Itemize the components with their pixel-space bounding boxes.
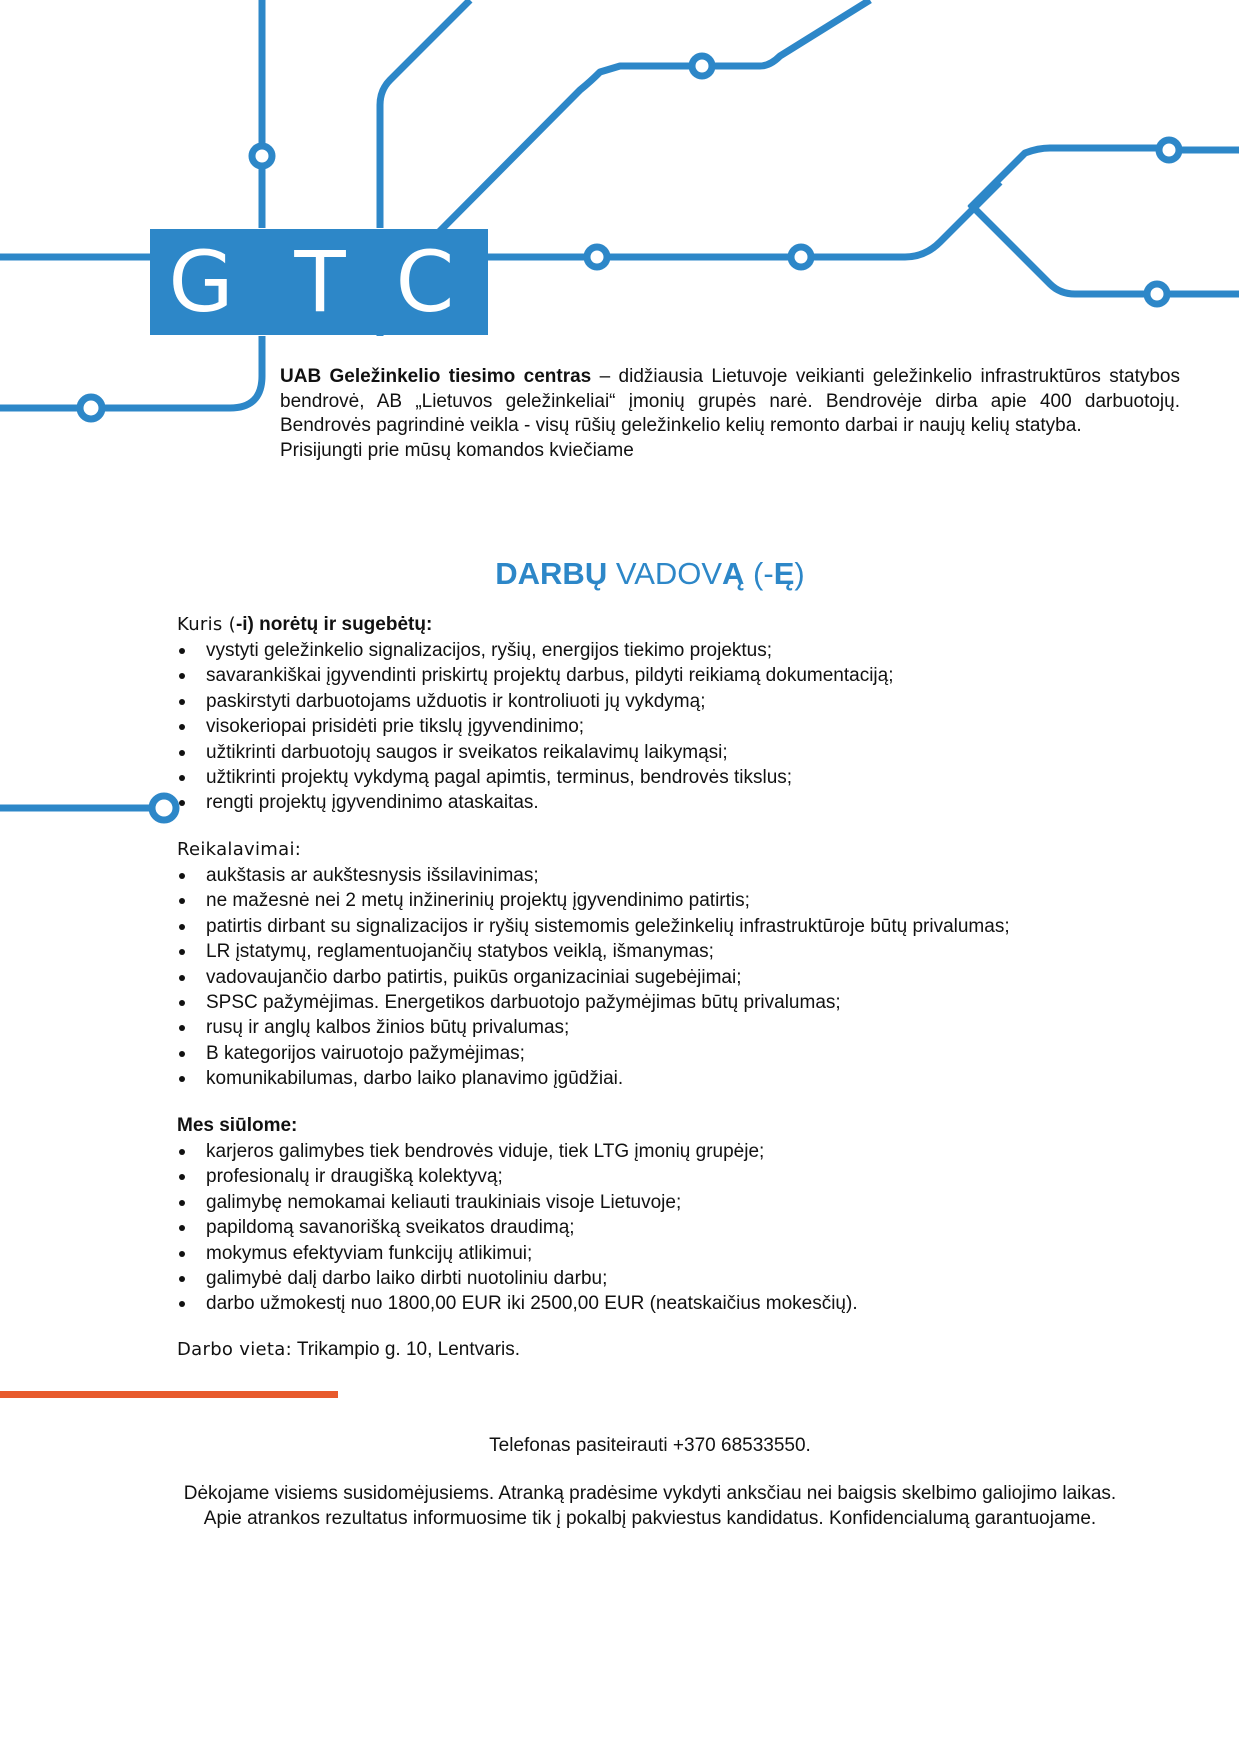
list-item: profesionalų ir draugišką kolektyvą; bbox=[177, 1164, 1177, 1189]
job-title-part5: Ę bbox=[773, 556, 795, 591]
track-branch-upper bbox=[970, 148, 1160, 208]
track-branch-lower bbox=[970, 204, 1146, 294]
list-item: mokymus efektyviam funkcijų atlikimui; bbox=[177, 1241, 1177, 1266]
intro-paragraph bbox=[280, 365, 1180, 439]
logo-letter-c: C bbox=[395, 233, 455, 331]
logo-letter-t: T bbox=[294, 233, 346, 331]
job-title-part4: (- bbox=[744, 556, 774, 591]
logo-letter-g: G bbox=[168, 233, 234, 331]
workplace-label: Darbo vieta: bbox=[177, 1339, 292, 1360]
station-node-7 bbox=[1147, 284, 1167, 304]
station-node-6 bbox=[1159, 140, 1179, 160]
list-item: darbo užmokestį nuo 1800,00 EUR iki 2500,00 EUR (neatskaičius mokesčių). bbox=[177, 1291, 1177, 1316]
list-item: užtikrinti projektų vykdymą pagal apimtis, terminus, bendrovės tikslus; bbox=[177, 765, 1177, 790]
duties-heading-bold: -i) norėtų ir sugebėtų: bbox=[235, 614, 433, 635]
list-item: karjeros galimybes tiek bendrovės viduje, tiek LTG įmonių grupėje; bbox=[177, 1139, 1177, 1164]
orange-divider bbox=[0, 1391, 338, 1398]
list-item: paskirstyti darbuotojams užduotis ir kontroliuoti jų vykdymą; bbox=[177, 689, 1177, 714]
phone-line: Telefonas pasiteirauti +370 68533550. bbox=[489, 1435, 811, 1456]
track-curve-loop-2 bbox=[102, 336, 262, 408]
list-item: rengti projektų įgyvendinimo ataskaitas. bbox=[177, 790, 1177, 815]
list-item: savarankiškai įgyvendinti priskirtų projektų darbus, pildyti reikiamą dokumentaciją; bbox=[177, 663, 1177, 688]
list-item: komunikabilumas, darbo laiko planavimo įgūdžiai. bbox=[177, 1066, 1177, 1091]
track-diagonal bbox=[380, 0, 470, 228]
company-intro bbox=[280, 365, 1180, 463]
list-item: patirtis dirbant su signalizacijos ir ryšių sistemomis geležinkelių infrastruktūroje būtų privalumas; bbox=[177, 914, 1177, 939]
list-item: galimybė dalį darbo laiko dirbti nuotoliniu darbu; bbox=[177, 1266, 1177, 1291]
duties-list bbox=[177, 638, 1177, 816]
list-item: aukštasis ar aukštesnysis išsilavinimas; bbox=[177, 863, 1177, 888]
requirements-heading: Reikalavimai: bbox=[177, 839, 302, 860]
offer-heading: Mes siūlome: bbox=[177, 1115, 298, 1136]
station-node-4 bbox=[791, 247, 811, 267]
track-right-end bbox=[808, 182, 1000, 257]
list-item: SPSC pažymėjimas. Energetikos darbuotojo pažymėjimas būtų privalumas; bbox=[177, 990, 1177, 1015]
list-item: visokeriopai prisidėti prie tikslų įgyvendinimo; bbox=[177, 714, 1177, 739]
requirements-section bbox=[177, 837, 1177, 1092]
station-node-5 bbox=[692, 56, 712, 76]
duties-heading bbox=[177, 612, 1177, 638]
company-name: UAB Geležinkelio tiesimo centras bbox=[280, 366, 592, 387]
offer-section bbox=[177, 1113, 1177, 1317]
station-node-2 bbox=[80, 397, 102, 419]
job-title-part3: Ą bbox=[722, 556, 745, 591]
requirements-list bbox=[177, 863, 1177, 1092]
footer-line-2: Apie atrankos rezultatus informuosime tik į pokalbį pakviestus kandidatus. Konfidencialumą garantuojame. bbox=[203, 1507, 1097, 1529]
station-node-8 bbox=[152, 796, 176, 820]
list-item: užtikrinti darbuotojų saugos ir sveikatos reikalavimų laikymąsi; bbox=[177, 740, 1177, 765]
duties-heading-prefix: Kuris ( bbox=[177, 614, 236, 635]
footer-line-1: Dėkojame visiems susidomėjusiems. Atranką pradėsime vykdyti anksčiau nei baigsis skelbimo galiojimo laikas. bbox=[183, 1483, 1117, 1504]
list-item: B kategorijos vairuotojo pažymėjimas; bbox=[177, 1041, 1177, 1066]
list-item: LR įstatymų, reglamentuojančių statybos veiklą, išmanymas; bbox=[177, 939, 1177, 964]
list-item: galimybę nemokamai keliauti traukiniais visoje Lietuvoje; bbox=[177, 1190, 1177, 1215]
footer-note bbox=[0, 1482, 1239, 1531]
job-title-part6: ) bbox=[794, 556, 805, 591]
track-diagonal-mid bbox=[435, 66, 690, 236]
job-title-part1: DARBŲ bbox=[495, 556, 608, 591]
list-item: papildomą savanorišką sveikatos draudimą; bbox=[177, 1215, 1177, 1240]
list-item: rusų ir anglų kalbos žinios būtų privalumas; bbox=[177, 1015, 1177, 1040]
job-title-part2: VADOV bbox=[607, 556, 723, 591]
workplace-value: Trikampio g. 10, Lentvaris. bbox=[291, 1339, 521, 1360]
list-item: ne mažesnė nei 2 metų inžinerinių projektų įgyvendinimo patirtis; bbox=[177, 888, 1177, 913]
invite-text: Prisijungti prie mūsų komandos kviečiame bbox=[280, 439, 634, 461]
gtc-logo bbox=[150, 229, 488, 335]
station-node-1 bbox=[252, 146, 272, 166]
track-diagonal-mid-2 bbox=[712, 0, 870, 66]
duties-section bbox=[177, 612, 1177, 816]
station-node-3 bbox=[587, 247, 607, 267]
list-item: vadovaujančio darbo patirtis, puikūs organizaciniai sugebėjimai; bbox=[177, 965, 1177, 990]
job-title bbox=[150, 556, 1150, 592]
list-item: vystyti geležinkelio signalizacijos, ryšių, energijos tiekimo projektus; bbox=[177, 638, 1177, 663]
offer-list bbox=[177, 1139, 1177, 1317]
workplace-line bbox=[177, 1339, 520, 1361]
company-description: – didžiausia Lietuvoje veikianti geležinkelio infrastruktūros statybos bendrovė, AB „Lietuvos geležinkeliai“ įmonių grupės narė. Bendrovėje dirba apie 400 darbuotojų. Bendrovės pagrindinė veikla - visų rūšių geležinkelio kelių remonto darbai ir naujų kelių statyba. bbox=[280, 366, 1180, 436]
